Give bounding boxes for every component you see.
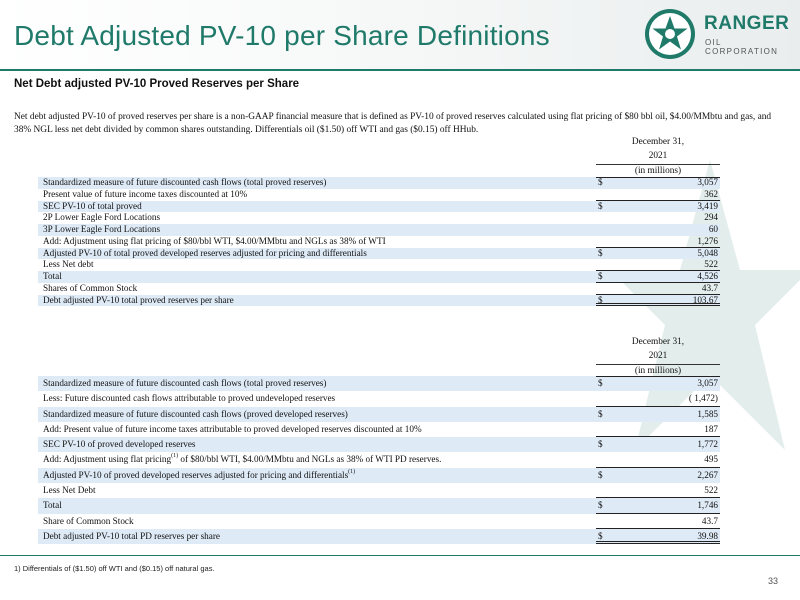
row-value: 1,746 xyxy=(697,500,718,511)
row-label: Standardized measure of future discounted cash flows (total proved reserves) xyxy=(43,378,327,388)
table-row xyxy=(38,295,720,307)
row-value: 43.7 xyxy=(701,282,718,293)
table-row xyxy=(38,224,720,236)
row-label: Share of Common Stock xyxy=(43,515,134,526)
row-value: 39.98 xyxy=(697,530,718,541)
table-row xyxy=(38,483,720,498)
row-currency: $ xyxy=(598,469,603,480)
row-label: Debt adjusted PV-10 total proved reserves per share xyxy=(43,294,234,305)
row-label-text: of $80/bbl WTI, $4.00/MMbtu and NGLs as 38% of WTI PD reserves. xyxy=(178,454,442,465)
footnote: 1) Differentials of ($1.50) off WTI and ($0.15) off natural gas. xyxy=(14,564,215,573)
ranger-star-icon xyxy=(644,8,696,60)
row-value: 5,048 xyxy=(697,247,718,258)
table-row xyxy=(38,468,720,483)
row-value: 3,057 xyxy=(697,378,718,388)
row-label xyxy=(43,468,355,483)
table-row xyxy=(38,376,720,391)
table-row xyxy=(38,271,720,283)
row-label: Add: Present value of future income taxes attributable to proved developed reserves discounted at 10% xyxy=(43,423,422,434)
table2-header-line2: 2021 xyxy=(648,350,668,361)
table1-header-line2: 2021 xyxy=(648,150,668,161)
row-label: SEC PV-10 of proved developed reserves xyxy=(43,439,196,450)
table-row xyxy=(38,452,720,467)
table1 xyxy=(38,177,720,306)
table1-header-line1: December 31, xyxy=(631,137,685,147)
row-value: 362 xyxy=(704,188,718,199)
row-value: 522 xyxy=(704,259,718,270)
table-row xyxy=(38,236,720,248)
header-rule xyxy=(0,69,800,71)
row-value: 3,419 xyxy=(697,200,718,211)
table2 xyxy=(38,376,720,544)
row-label: Total xyxy=(43,271,62,281)
logo-subtitle: OIL CORPORATION xyxy=(705,38,779,56)
row-currency: $ xyxy=(598,500,603,511)
row-currency: $ xyxy=(598,200,603,211)
row-label-text: Adjusted PV-10 of proved developed reserves adjusted for pricing and differentials xyxy=(43,469,349,480)
row-label: 2P Lower Eagle Ford Locations xyxy=(43,212,161,223)
table-row xyxy=(38,177,720,189)
row-currency: $ xyxy=(598,439,603,450)
page-number: 33 xyxy=(768,576,779,586)
row-currency: $ xyxy=(598,378,603,388)
row-label xyxy=(43,452,441,467)
footnote-marker: (1) xyxy=(348,468,356,475)
row-currency: $ xyxy=(598,271,603,281)
table-row xyxy=(38,201,720,213)
row-label: Total xyxy=(43,500,62,511)
row-value: 103.67 xyxy=(692,294,718,305)
table2-header-line1: December 31, xyxy=(631,337,685,347)
table-row xyxy=(38,407,720,422)
table-row xyxy=(38,498,720,513)
row-currency: $ xyxy=(598,294,603,305)
table-row xyxy=(38,422,720,437)
table-row xyxy=(38,514,720,529)
row-label: 3P Lower Eagle Ford Locations xyxy=(43,224,161,234)
table-row xyxy=(38,391,720,406)
logo-name: RANGER xyxy=(704,13,790,34)
table-row xyxy=(38,529,720,544)
row-value: 3,057 xyxy=(697,177,718,187)
row-currency: $ xyxy=(598,408,603,419)
row-value: 294 xyxy=(704,212,718,223)
row-value: 60 xyxy=(708,224,718,234)
row-value: 495 xyxy=(704,454,718,465)
table1-header-units: (in millions) xyxy=(596,164,720,179)
table-row xyxy=(38,189,720,201)
footer-rule xyxy=(0,555,800,556)
row-currency: $ xyxy=(598,530,603,541)
footnote-marker: (1) xyxy=(171,453,179,460)
row-label: Less: Future discounted cash flows attributable to proved undeveloped reserves xyxy=(43,393,336,404)
row-value: 1,585 xyxy=(697,408,718,419)
table2-column-header xyxy=(596,336,720,379)
row-value: 187 xyxy=(704,423,718,434)
row-label-text: Add: Adjustment using flat pricing xyxy=(43,454,172,465)
row-label: Debt adjusted PV-10 total PD reserves per share xyxy=(43,530,220,541)
header-band xyxy=(0,0,800,70)
table-row xyxy=(38,212,720,224)
table-row xyxy=(38,248,720,260)
row-value: 522 xyxy=(704,485,718,496)
row-label: SEC PV-10 of total proved xyxy=(43,200,142,211)
row-label: Present value of future income taxes discounted at 10% xyxy=(43,188,248,199)
row-label: Shares of Common Stock xyxy=(43,282,138,293)
table-row xyxy=(38,259,720,271)
row-value: 43.7 xyxy=(701,515,718,526)
table-row xyxy=(38,283,720,295)
row-label: Add: Adjustment using flat pricing of $80/bbl WTI, $4.00/MMbtu and NGLs as 38% of WTI xyxy=(43,235,386,246)
row-label: Adjusted PV-10 of total proved developed reserves adjusted for pricing and differentials xyxy=(43,247,367,258)
row-currency: $ xyxy=(598,247,603,258)
row-value: 1,772 xyxy=(697,439,718,450)
page-title: Debt Adjusted PV-10 per Share Definitions xyxy=(14,20,550,51)
row-currency: $ xyxy=(598,177,603,187)
row-value: ( 1,472) xyxy=(688,393,718,404)
section-subtitle: Net Debt adjusted PV-10 Proved Reserves per Share xyxy=(14,78,300,90)
table1-column-header xyxy=(596,136,720,179)
row-label: Standardized measure of future discounted cash flows (total proved reserves) xyxy=(43,177,327,187)
row-label: Less Net debt xyxy=(43,259,94,270)
row-value: 4,526 xyxy=(697,271,718,281)
row-label: Standardized measure of future discounted cash flows (proved developed reserves) xyxy=(43,408,348,419)
row-value: 2,267 xyxy=(697,469,718,480)
company-logo xyxy=(644,8,794,60)
table-row xyxy=(38,437,720,452)
row-label: Less Net Debt xyxy=(43,485,96,496)
definition-paragraph: Net debt adjusted PV-10 of proved reserves per share is a non-GAAP financial measure that is defined as PV-10 of proved reserves calculated using flat pricing of $80 bbl oil, $4.00/MMbtu and gas, and 38% NGL less net debt divided by common shares outstanding. Differentials oil ($1.50) off WTI and gas ($0.15) off HHub. xyxy=(14,112,772,135)
table2-header-units: (in millions) xyxy=(596,364,720,379)
row-value: 1,276 xyxy=(697,235,718,246)
